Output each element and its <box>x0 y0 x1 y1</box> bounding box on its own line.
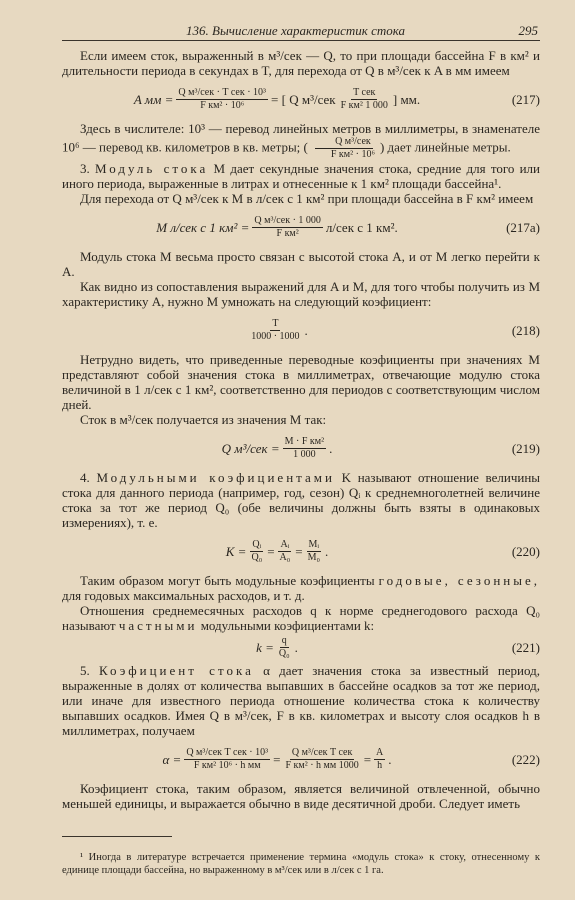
p10-text-a: Таким образом могут быть модульные коэфициенты <box>80 573 375 588</box>
p11-term: частными <box>118 618 198 633</box>
paragraph-coefficient-nature: Коэфициент стока, таким образом, является величиной отвлеченной, обычно меньшей единицы, и выражается обычно в виде десятичной дроби. Следует иметь <box>62 781 540 811</box>
paragraph-runoff-coefficient <box>62 663 540 738</box>
eq222-fraction-2: $\frac{\text{Q м³/сек T сек}}{\text{F км² · h мм 1000}}$ <box>285 746 359 771</box>
paragraph-module-relation: Модуль стока M весьма просто связан с высотой стока A, и от M легко перейти к A. <box>62 249 540 279</box>
eq222-fraction-3: $\frac{A}{h}$ <box>376 746 384 771</box>
p9-term: Модульными коэфициентами <box>96 470 335 485</box>
header-title: 136. Вычисление характеристик стока <box>186 23 406 38</box>
equation-221 <box>62 635 540 659</box>
p12-term: Коэфициент стока <box>99 663 254 678</box>
p2-fraction: $\frac{\text{Q м³/сек}}{\text{F км² · 10⁶}}$ <box>311 136 377 161</box>
paragraph-partial-coefficients <box>62 603 540 633</box>
paragraph-module <box>62 161 540 191</box>
p11-text-a: Отношения среднемесячных расходов q к норме среднегодового расхода Q₀ называют <box>62 603 540 633</box>
running-header <box>62 22 540 41</box>
page-number: 295 <box>518 23 538 38</box>
equation-number-219: (219) <box>511 440 540 456</box>
p2-text-a: Здесь в числителе: 10³ — перевод линейных метров в миллиметры, в знаменателе 10⁶ — перевод кв. километров в кв. метры; ( <box>62 121 540 155</box>
equation-220: K = $\frac{\text{Qᵢ}}{\text{Q₀}}$ = $\frac{\text{Aᵢ}}{\text{A₀}}$ = $\frac{\text{Mᵢ}}{\text{M₀}}$ . (220) <box>62 533 540 569</box>
p9-text: K называют отношение величины стока для данного периода (например, год, сезон) Qᵢ к среднемноголетней величине стока за тот же период Q₀ (обе величины должны быть взяты в одинаковых измерениях), т. е. <box>62 470 541 530</box>
eq221-lhs: k = <box>256 639 274 655</box>
eq219-fraction: $\frac{\text{M · F км²}}{1 000}$ <box>284 435 325 460</box>
p3-text: M дает секундные значения стока, средние для того или иного периода, выраженные в литрах и отнесенные к 1 км² площади бассейна¹. <box>62 161 540 191</box>
paragraph-types <box>62 573 540 603</box>
eq220-end: . <box>324 543 329 559</box>
eq219-end: . <box>329 440 333 456</box>
eq222-end: . <box>388 751 392 767</box>
p3-number: 3. <box>80 161 90 176</box>
equation-217 <box>62 81 540 117</box>
p12-text: α дает значения стока за известный период, выраженные в долях от количества выпавших в бассейне осадков за тот же период, или иначе для известного периода отношение количества стока к количеству выпавших осадков. Имея Q в м³/сек, F в кв. километрах и высоту слоя осадков h в миллиметрах, получаем <box>62 663 540 738</box>
eq218-fraction: $\frac{T}{1000 \cdot 1000}$ <box>251 317 300 342</box>
p12-number: 5. <box>80 663 90 678</box>
equation-number-217: (217) <box>511 91 540 107</box>
equation-222: α = $\frac{\text{Q м³/сек T сек · 10³}}{\text{F км² 10⁶ · h мм}}$ = $\frac{\text{Q м³/сек T сек}}{\text{F км² · h мм 1000}}$ = $\frac{A}{h}$ . (222) <box>62 741 540 777</box>
equation-number-217a: (217a) <box>506 219 540 235</box>
eq221-fraction: $\frac{q}{\text{Q₀}}$ <box>278 634 290 659</box>
eq217-fraction-1: $\frac{\text{Q м³/сек · T сек · 10³}}{\text{F км² · 10⁶}}$ <box>178 86 267 111</box>
eq217-lhs: A мм = <box>133 91 174 107</box>
p11-text-c: модульными коэфициентами k: <box>200 618 375 633</box>
eq217a-lhs: M л/сек с 1 км² = <box>156 219 250 235</box>
equation-218 <box>62 312 540 348</box>
equation-219 <box>62 430 540 466</box>
eq217-fraction-2: $\frac{\text{T сек}}{\text{F км² 1 000}}$ <box>340 86 388 111</box>
p2-text-b: ) дает линейные метры. <box>379 139 511 155</box>
footnote: ¹ Иногда в литературе встречается применение термина «модуль стока» к стоку, отнесенному к единице площади бассейна, но выраженному в м³/сек или в л/сек с 1 га. <box>62 851 540 876</box>
paragraph-intro: Если имеем сток, выраженный в м³/сек — Q, то при площади бассейна F в км² и длительности периода в секундах в T, для перехода от Q в м³/сек к A в мм имеем <box>62 48 540 78</box>
eq220-fraction-3: $\frac{\text{Mᵢ}}{\text{M₀}}$ <box>307 538 320 563</box>
eq217-end: ] мм. <box>392 91 421 107</box>
paragraph-flow-from-m: Сток в м³/сек получается из значения M так: <box>80 412 327 427</box>
equation-number-220: (220) <box>511 543 540 559</box>
footnote-rule <box>62 836 172 837</box>
eq219-lhs: Q м³/сек = <box>221 440 280 456</box>
p3-term: Модуль стока <box>95 161 209 176</box>
equation-number-218: (218) <box>511 322 540 338</box>
paragraph-conversion-coefficients: Нетрудно видеть, что приведенные переводные коэфициенты при значениях M представляют собой значения стока в миллиметрах, отвечающие модулю стока величиной в 1 л/сек с 1 км², соответственно для периодов с соответствующим числом дней. <box>62 352 540 412</box>
eq222-fraction-1: $\frac{\text{Q м³/сек T сек · 10³}}{\text{F км² 10⁶ · h мм}}$ <box>186 746 269 771</box>
eq220-fraction-2: $\frac{\text{Aᵢ}}{\text{A₀}}$ <box>279 538 291 563</box>
p10-term: годовые, сезонные, <box>378 573 541 588</box>
eq220-fraction-1: $\frac{\text{Qᵢ}}{\text{Q₀}}$ <box>251 538 263 563</box>
paragraph-modular-coefficients <box>62 470 540 530</box>
eq218-end: . <box>304 322 308 338</box>
eq222-lhs: α = <box>162 751 182 767</box>
eq217a-rhs: л/сек с 1 км². <box>325 219 398 235</box>
p9-number: 4. <box>80 470 90 485</box>
paragraph-comparison: Как видно из сопоставления выражений для A и M, для того чтобы получить из M характеристику A, нужно M умножать на следующий коэфициент: <box>62 279 540 309</box>
page-body <box>62 48 540 811</box>
p10-text-c: для годовых максимальных расходов, и т. д. <box>62 588 305 603</box>
paragraph-transition: Для перехода от Q м³/сек к M в л/сек с 1 км² при площади бассейна в F км² имеем <box>80 191 534 206</box>
eq220-lhs: K = <box>225 543 247 559</box>
equation-217a <box>62 209 540 245</box>
eq217a-fraction: $\frac{\text{Q м³/сек · 1 000}}{\text{F км²}}$ <box>254 214 321 239</box>
eq217-mid: = [ Q м³/сек <box>271 91 336 107</box>
equation-number-221: (221) <box>511 639 540 655</box>
equation-number-222: (222) <box>511 751 540 767</box>
eq221-end: . <box>294 639 298 655</box>
paragraph-numerator-explanation <box>62 121 540 161</box>
